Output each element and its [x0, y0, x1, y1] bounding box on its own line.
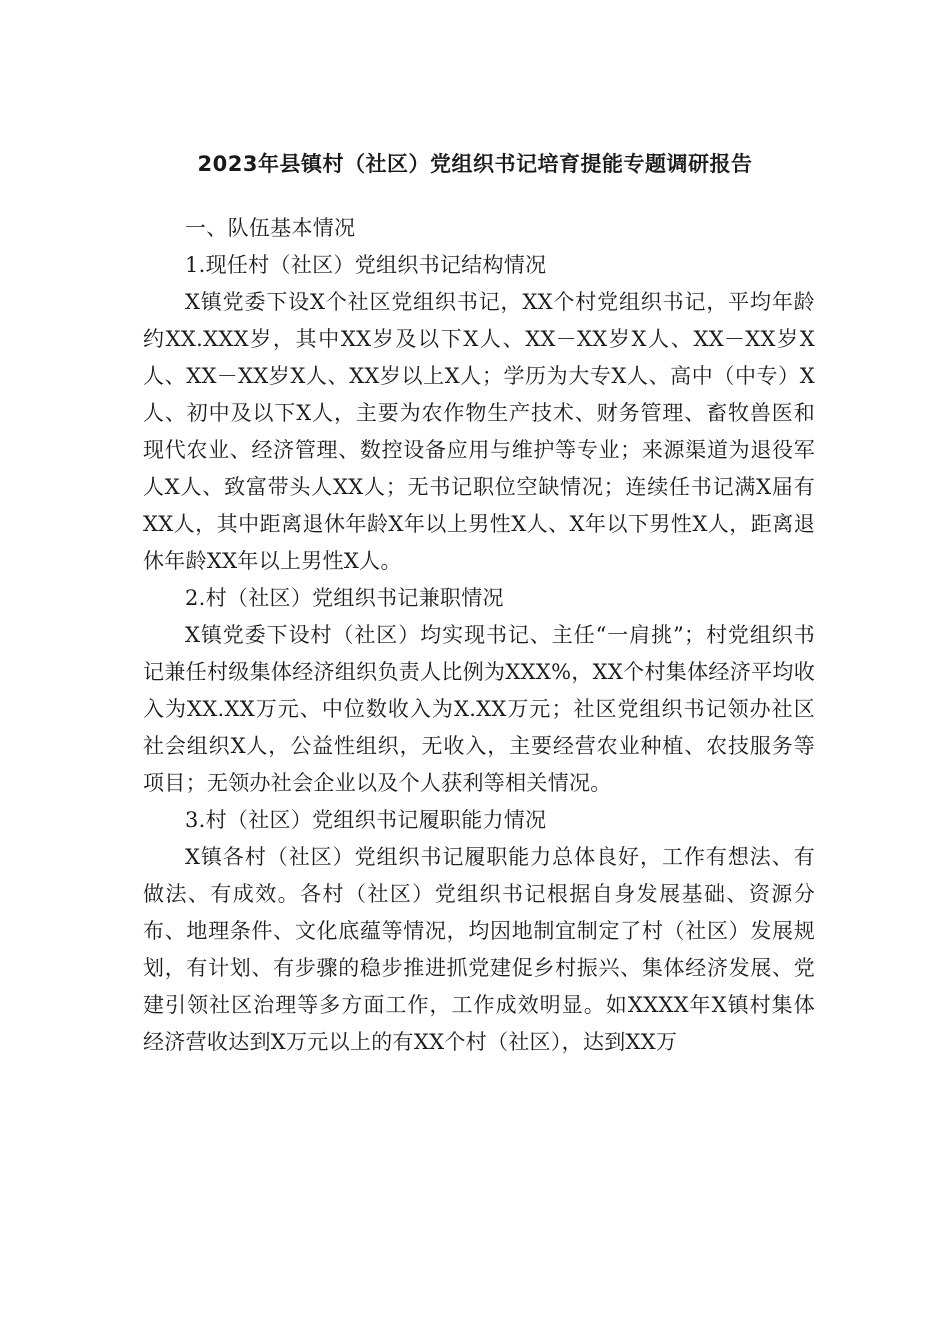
document-title: 2023年县镇村（社区）党组织书记培育提能专题调研报告	[197, 152, 753, 176]
subsection-heading-3: 3.村（社区）党组织书记履职能力情况	[185, 808, 547, 832]
paragraph-1: X镇党委下设X个社区党组织书记，XX个村党组织书记，平均年龄约XX.XXX岁，其中XX岁及以下X人、XX－XX岁X人、XX－XX岁X人、XX－XX岁X人、XX岁以上X人；学历为大专X人、高中（中专）X人、初中及以下X人，主要为农作物生产技术、财务管理、畜牧兽医和现代农业、经济管理、数控设备应用与维护等专业；来源渠道为退役军人X人、致富带头人XX人；无书记职位空缺情况；连续任书记满X届有XX人，其中距离退休年龄X年以上男性X人、X年以下男性X人，距离退休年龄XX年以上男性X人。	[143, 290, 815, 573]
document-body	[143, 210, 815, 1061]
section-heading: 一、队伍基本情况	[185, 216, 356, 240]
subsection-heading-1: 1.现任村（社区）党组织书记结构情况	[185, 253, 547, 277]
paragraph-2: X镇党委下设村（社区）均实现书记、主任“一肩挑”；村党组织书记兼任村级集体经济组织负责人比例为XXX%，XX个村集体经济平均收入为XX.XX万元、中位数收入为X.XX万元；社区党组织书记领办社区社会组织X人，公益性组织，无收入，主要经营农业种植、农技服务等项目；无领办社会企业以及个人获利等相关情况。	[143, 623, 815, 795]
subsection-heading-2: 2.村（社区）党组织书记兼职情况	[185, 586, 504, 610]
paragraph-3: X镇各村（社区）党组织书记履职能力总体良好，工作有想法、有做法、有成效。各村（社区）党组织书记根据自身发展基础、资源分布、地理条件、文化底蕴等情况，均因地制宜制定了村（社区）发展规划，有计划、有步骤的稳步推进抓党建促乡村振兴、集体经济发展、党建引领社区治理等多方面工作，工作成效明显。如XXXX年X镇村集体经济营收达到X万元以上的有XX个村（社区），达到XX万	[143, 845, 815, 1054]
